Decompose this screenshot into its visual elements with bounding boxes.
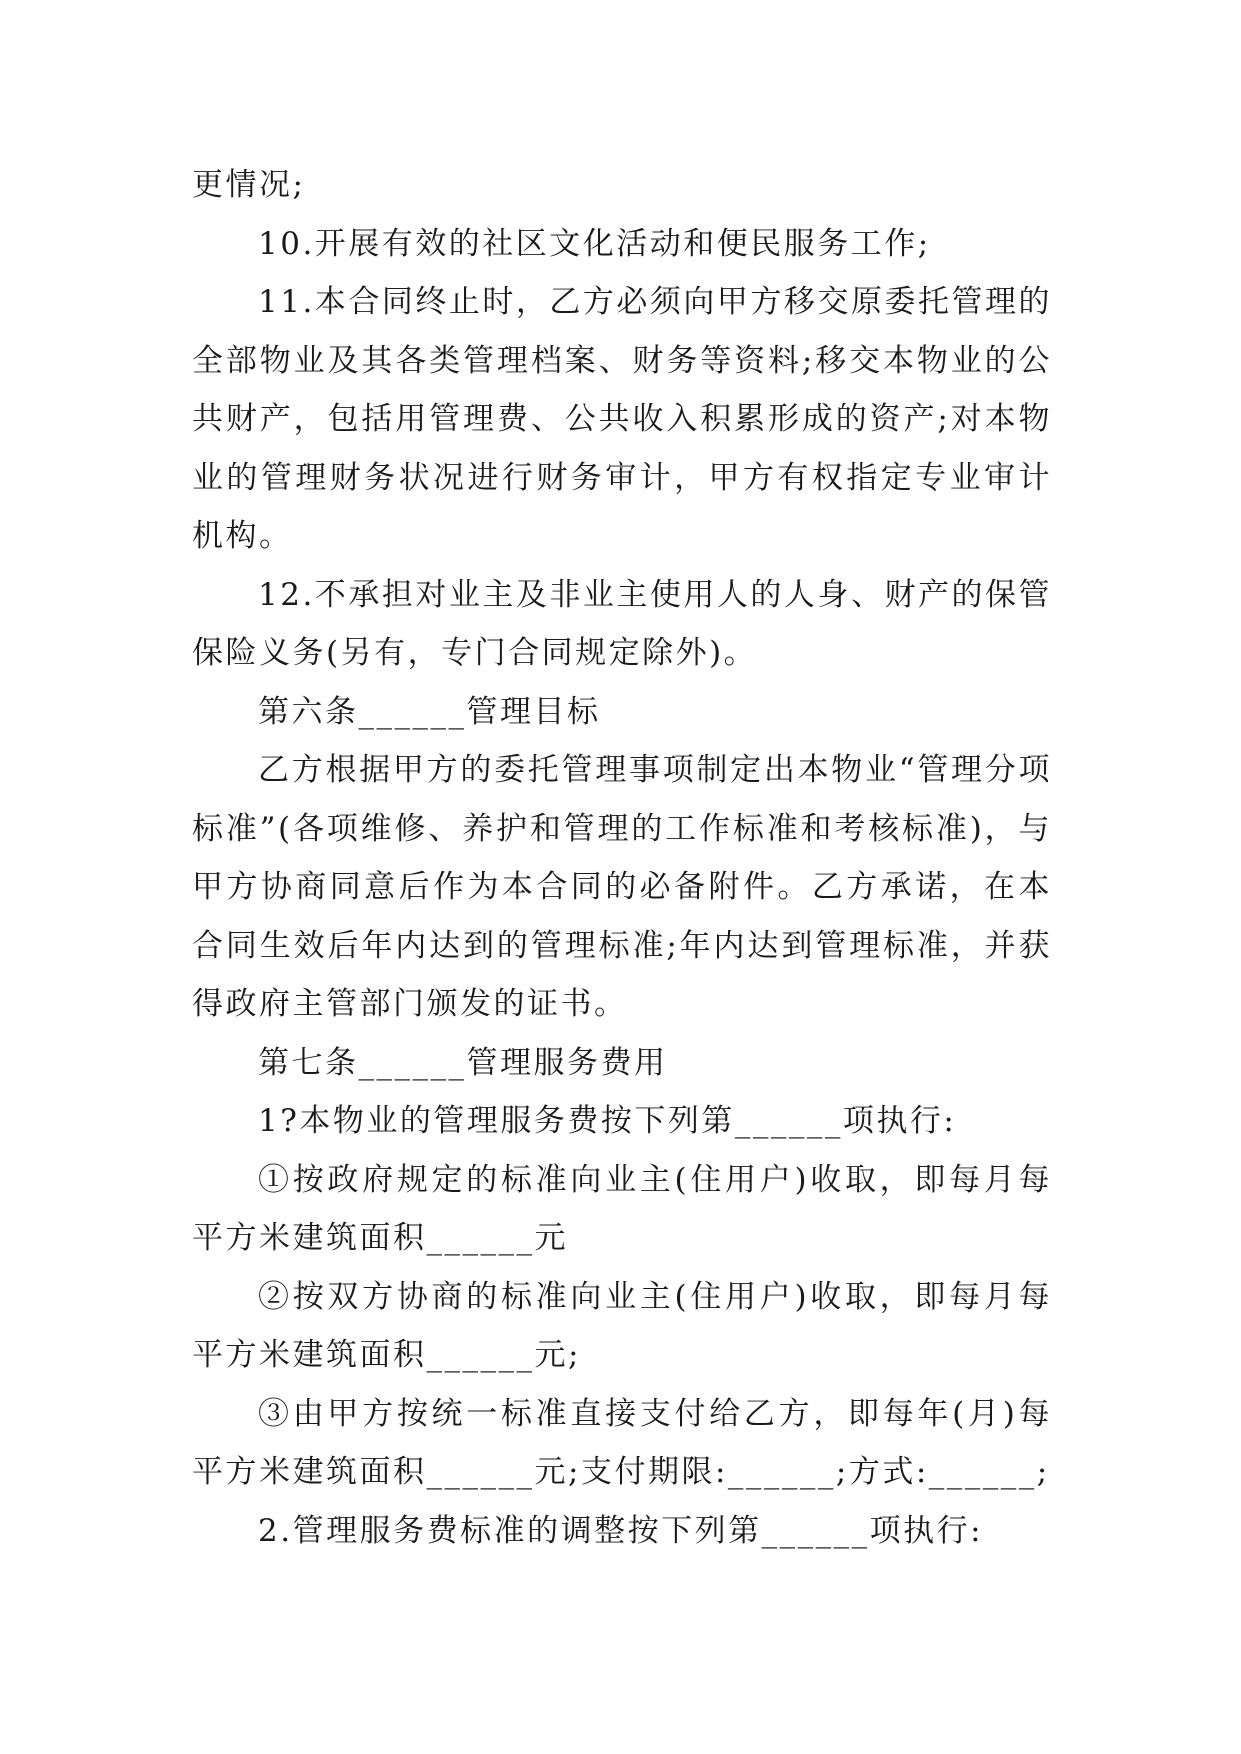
section-heading-article-6: 第六条______管理目标 [258,693,601,730]
paragraph-1: 更情况; [192,167,306,203]
paragraph-4: 12.不承担对业主及非业主使用人的人身、财产的保管保险义务(另有，专门合同规定除外)。 [192,576,1052,671]
paragraph-2: 10.开展有效的社区文化活动和便民服务工作; [258,225,931,262]
section-heading-article-7: 第七条______管理服务费用 [258,1044,668,1081]
paragraph-12: 2.管理服务费标准的调整按下列第______项执行: [258,1512,984,1549]
paragraph-3: 11.本合同终止时，乙方必须向甲方移交原委托管理的全部物业及其各类管理档案、财务等资料;移交本物业的公共财产，包括用管理费、公共收入积累形成的资产;对本物业的管理财务状况进行财务审计，甲方有权指定专业审计机构。 [192,284,1052,554]
paragraph-6: 乙方根据甲方的委托管理事项制定出本物业“管理分项标准”(各项维修、养护和管理的工作标准和考核标准)，与甲方协商同意后作为本合同的必备附件。乙方承诺，在本合同生效后年内达到的管理标准;年内达到管理标准，并获得政府主管部门颁发的证书。 [192,752,1052,1022]
document-body [192,156,1052,1560]
paragraph-11: ③由甲方按统一标准直接支付给乙方，即每年(月)每平方米建筑面积______元;支付期限:______;方式:______; [192,1395,1052,1490]
paragraph-10: ②按双方协商的标准向业主(住用户)收取，即每月每平方米建筑面积______元; [192,1278,1052,1373]
paragraph-9: ①按政府规定的标准向业主(住用户)收取，即每月每平方米建筑面积______元 [192,1161,1052,1256]
paragraph-8: 1?本物业的管理服务费按下列第______项执行: [258,1103,957,1139]
